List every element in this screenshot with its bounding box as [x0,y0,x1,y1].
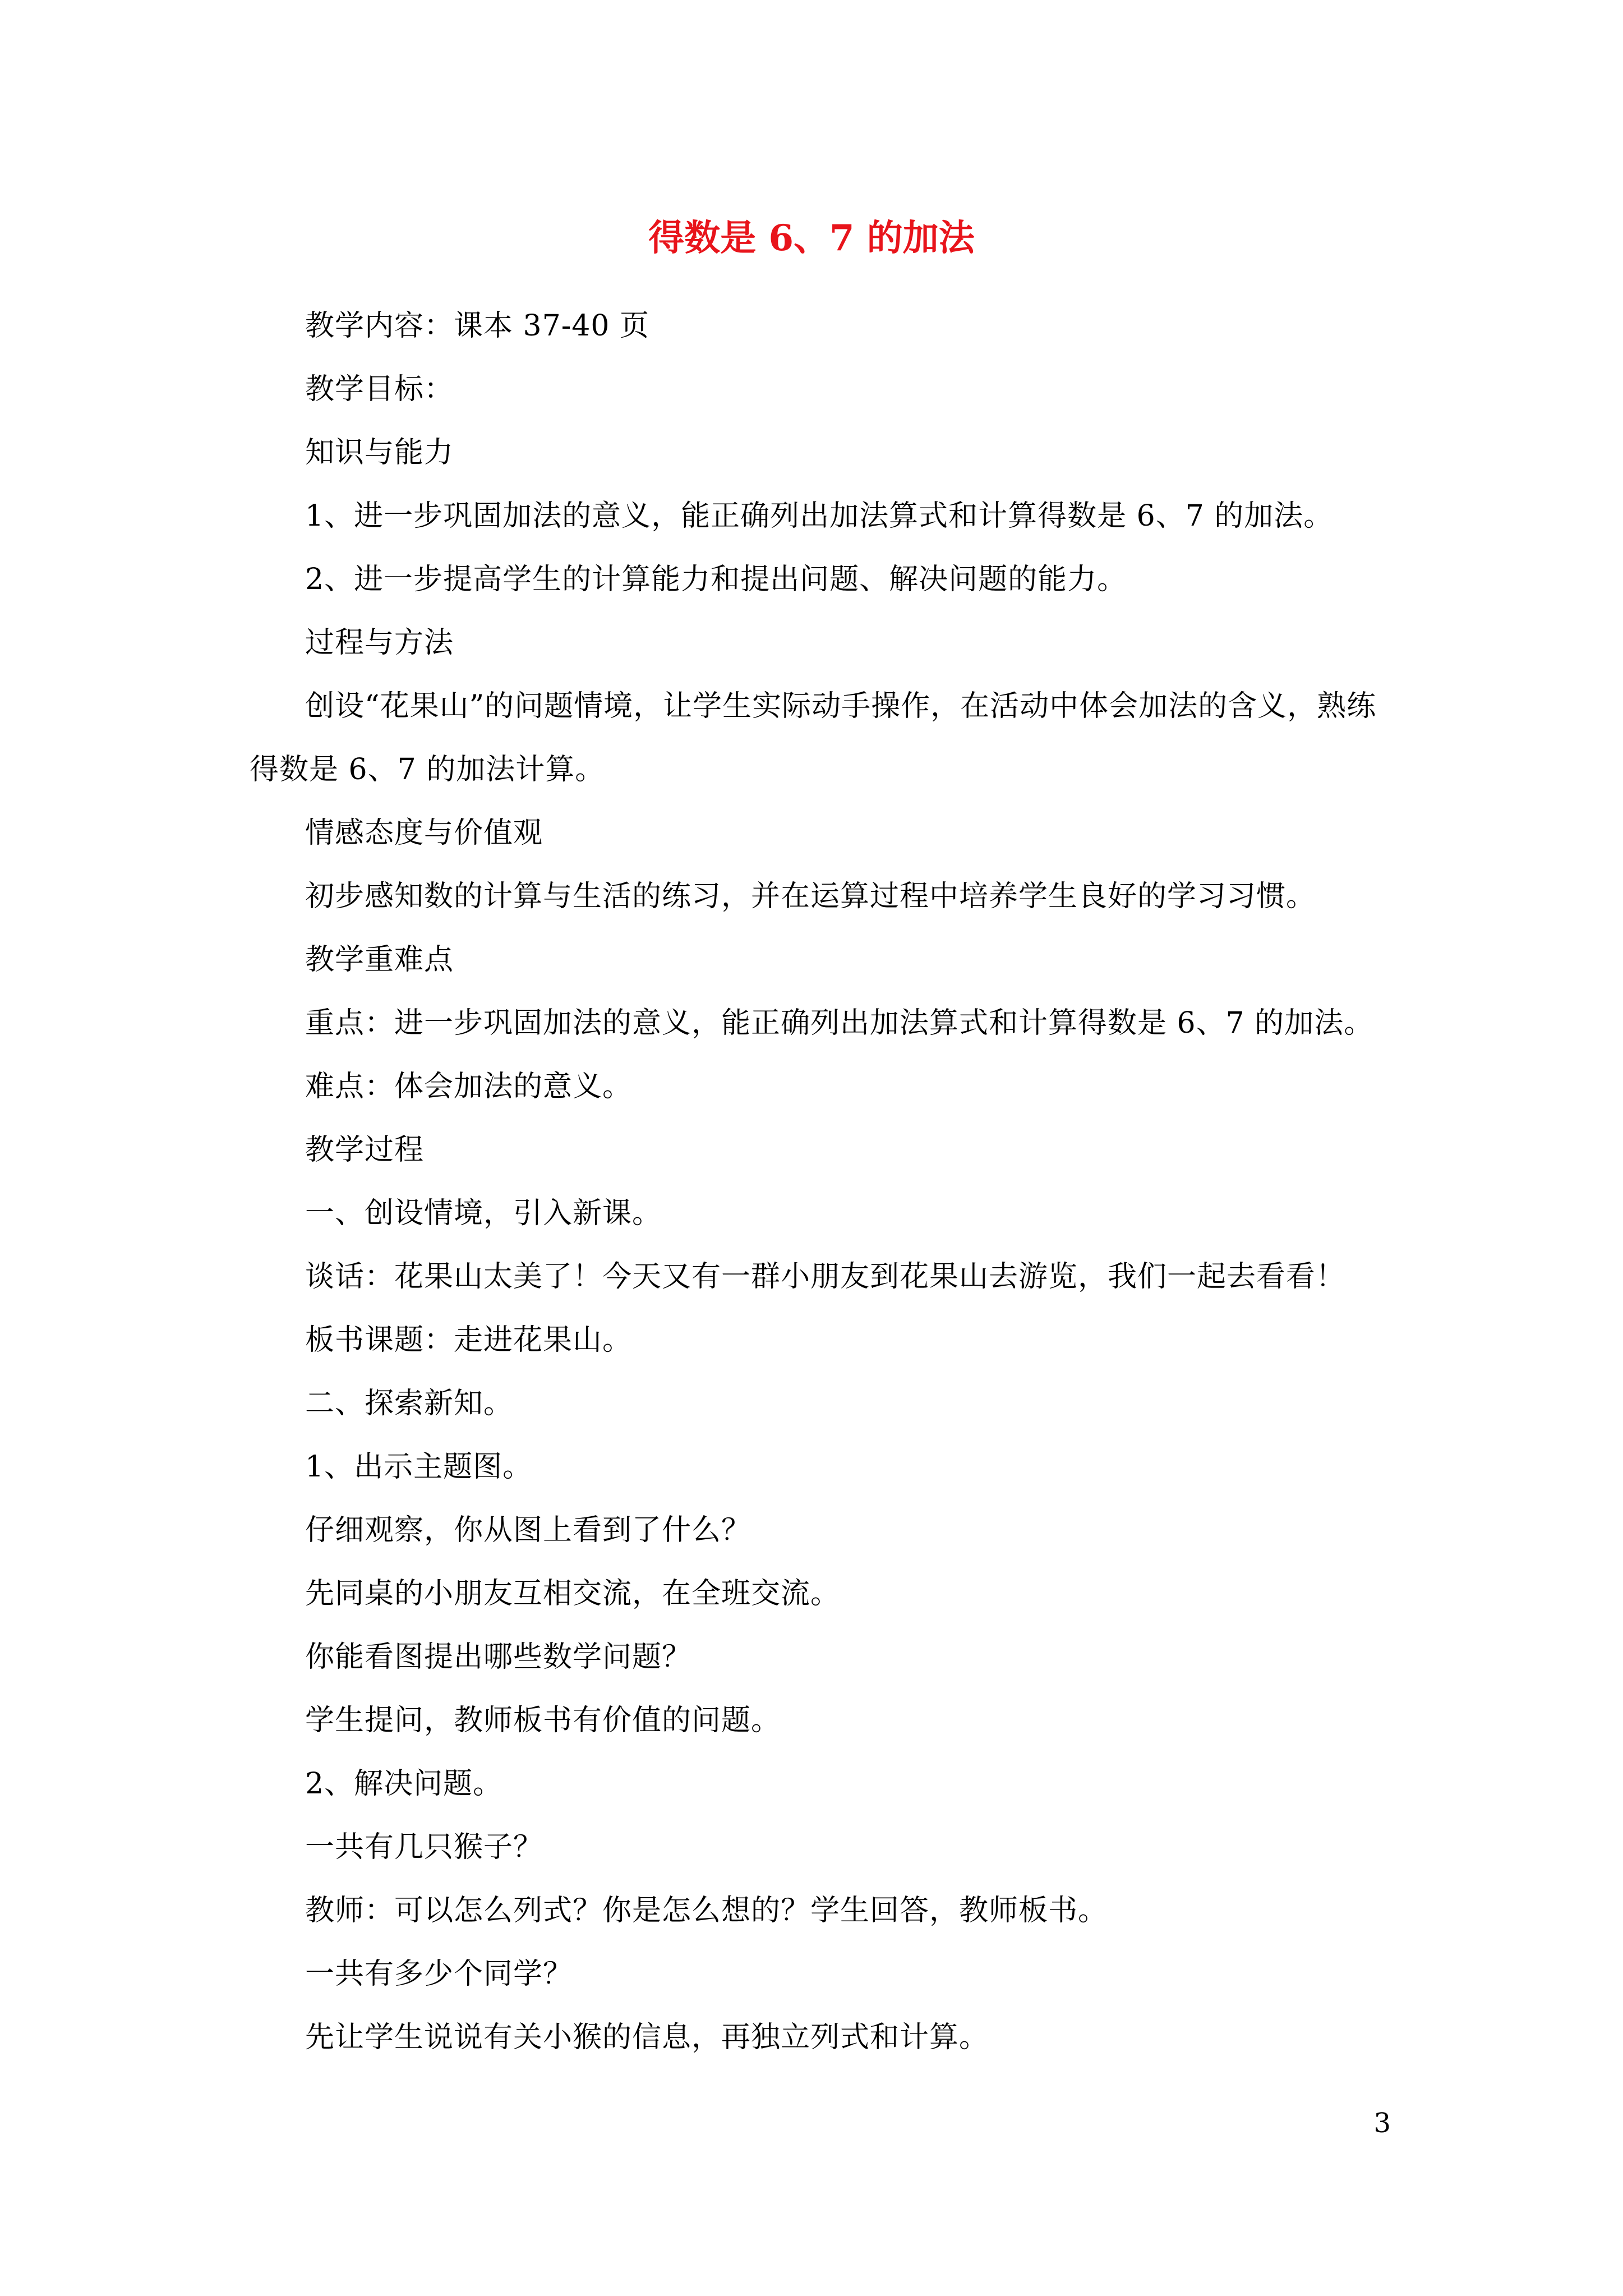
paragraph: 1、出示主题图。 [305,1450,533,1484]
paragraph: 创设“花果山”的问题情境，让学生实际动手操作，在活动中体会加法的含义，熟练得数是 6、7 的加法计算。 [250,689,1377,786]
paragraph: 先同桌的小朋友互相交流，在全班交流。 [305,1577,841,1611]
paragraph: 一、创设情境，引入新课。 [305,1197,662,1230]
paragraph: 先让学生说说有关小猴的信息，再独立列式和计算。 [305,2021,989,2054]
paragraph: 教学内容：课本 37-40 页 [305,309,649,343]
paragraph: 情感态度与价值观 [305,816,543,850]
paragraph: 2、进一步提高学生的计算能力和提出问题、解决问题的能力。 [305,563,1127,596]
paragraph: 难点：体会加法的意义。 [305,1070,633,1103]
paragraph: 教学重难点 [305,943,454,977]
paragraph: 学生提问，教师板书有价值的问题。 [305,1704,781,1737]
paragraph: 2、解决问题。 [305,1767,503,1801]
document-title: 得数是 6、7 的加法 [648,217,975,259]
paragraph: 重点：进一步巩固加法的意义，能正确列出加法算式和计算得数是 6、7 的加法。 [305,1006,1374,1040]
document-body [250,295,1391,2069]
paragraph: 谈话：花果山太美了！今天又有一群小朋友到花果山去游览，我们一起去看看！ [305,1260,1346,1294]
paragraph: 教学目标： [305,372,454,406]
paragraph: 一共有几只猴子？ [305,1830,543,1864]
paragraph: 1、进一步巩固加法的意义，能正确列出加法算式和计算得数是 6、7 的加法。 [305,499,1334,533]
paragraph: 仔细观察，你从图上看到了什么？ [305,1513,751,1547]
paragraph: 过程与方法 [305,626,454,660]
paragraph: 二、探索新知。 [305,1387,514,1420]
paragraph: 一共有多少个同学？ [305,1957,573,1991]
paragraph: 知识与能力 [305,436,454,470]
paragraph: 教学过程 [305,1133,425,1167]
paragraph: 教师：可以怎么列式？你是怎么想的？学生回答，教师板书。 [305,1894,1108,1927]
page-number: 3 [1373,2108,1391,2139]
paragraph: 初步感知数的计算与生活的练习，并在运算过程中培养学生良好的学习习惯。 [305,880,1316,913]
paragraph: 板书课题：走进花果山。 [305,1323,633,1357]
paragraph: 你能看图提出哪些数学问题？ [305,1640,692,1674]
